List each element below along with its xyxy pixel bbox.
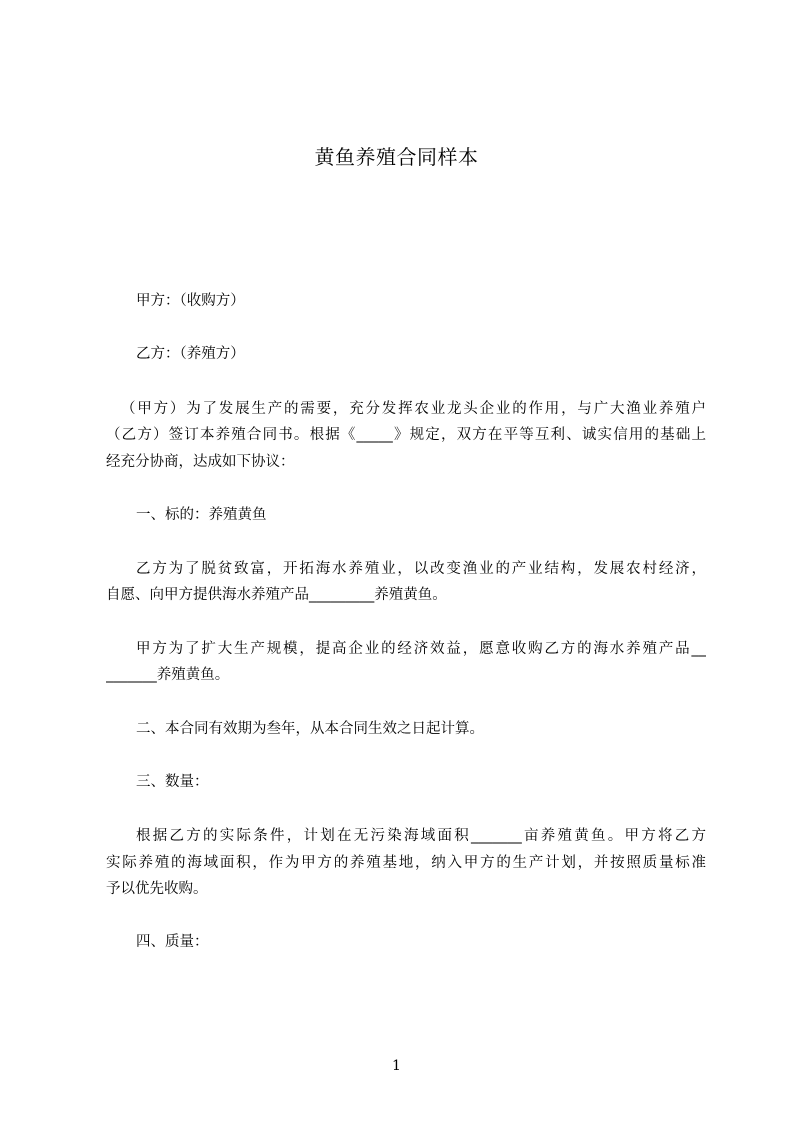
section-3-para-line-1: 根据乙方的实际条件，计划在无污染海域面积_______亩养殖黄鱼。甲方将乙方 [136,828,706,844]
party-a-line: 甲方：（收购方） [136,293,245,309]
intro-line-1: （甲方）为了发展生产的需要，充分发挥农业龙头企业的作用，与广大渔业养殖户 [121,401,706,417]
section-1-para-1-line-2: 自愿、向甲方提供海水养殖产品_________养殖黄鱼。 [106,587,447,603]
party-b-line: 乙方：（养殖方） [136,346,245,362]
section-1-para-2-line-2: _______养殖黄鱼。 [106,667,230,683]
intro-line-2: （乙方）签订本养殖合同书。根据《_____》规定，双方在平等互利、诚实信用的基础上 [106,427,706,443]
section-1-para-1-line-1: 乙方为了脱贫致富，开拓海水养殖业，以改变渔业的产业结构，发展农村经济， [136,561,706,577]
section-4-heading: 四、质量： [136,934,209,950]
section-2-text: 二、本合同有效期为叁年，从本合同生效之日起计算。 [136,721,484,737]
section-3-para-line-2: 实际养殖的海域面积，作为甲方的养殖基地，纳入甲方的生产计划，并按照质量标准 [106,855,706,871]
intro-line-3: 经充分协商，达成如下协议： [106,454,295,470]
section-3-heading: 三、数量： [136,774,209,790]
section-1-para-2-line-1: 甲方为了扩大生产规模，提高企业的经济效益，愿意收购乙方的海水养殖产品__ [136,641,706,657]
page-number: 1 [392,1058,401,1074]
document-title: 黄鱼养殖合同样本 [314,145,479,169]
section-1-heading: 一、标的：养殖黄鱼 [136,507,267,523]
section-3-para-line-3: 予以优先收购。 [106,881,208,897]
